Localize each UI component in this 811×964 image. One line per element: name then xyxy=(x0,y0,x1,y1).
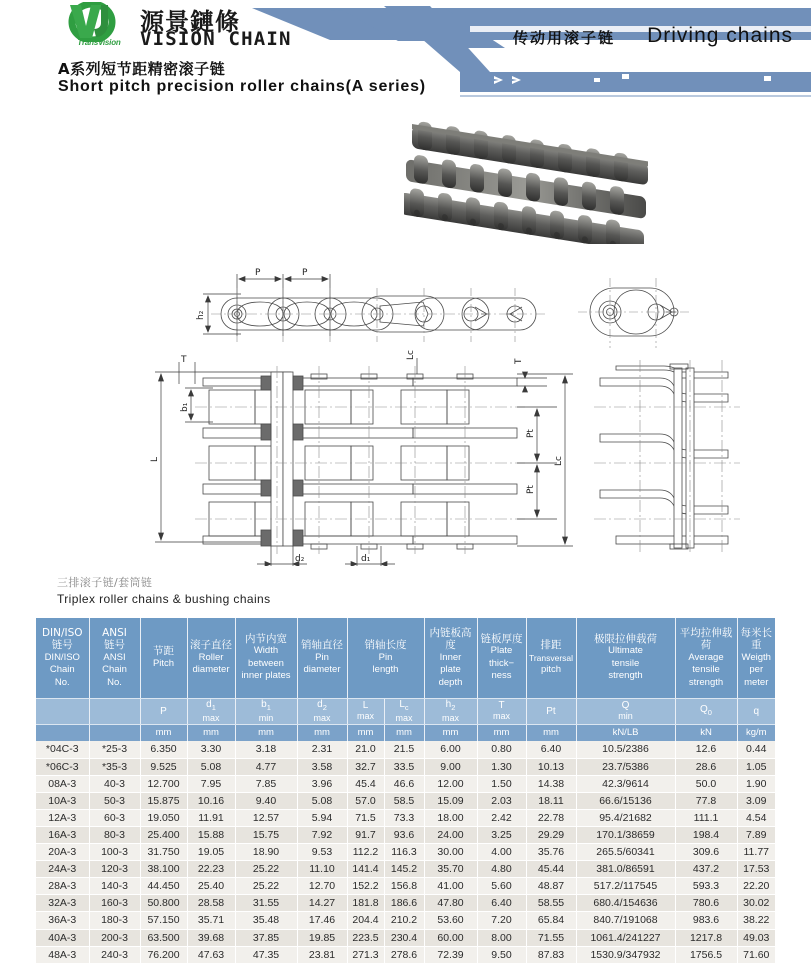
cell-ansi: 160-3 xyxy=(89,895,140,912)
sym-roller-diameter: $d_1$ max xyxy=(187,698,235,724)
cell-ansi: 100-3 xyxy=(89,844,140,861)
cell-roller-diameter: 22.23 xyxy=(187,861,235,878)
technical-drawings xyxy=(0,236,811,566)
table-row xyxy=(36,912,775,929)
cell-ultimate-tensile: 23.7/5386 xyxy=(576,758,675,775)
cell-inner-width: 25.22 xyxy=(235,878,297,895)
cell-ultimate-tensile: 66.6/15136 xyxy=(576,792,675,809)
table-row xyxy=(36,895,775,912)
col-head-average-tensile: 平均拉伸载荷 Average tensile strength xyxy=(675,618,737,698)
table-row xyxy=(36,741,775,758)
cell-din-iso: 24A-3 xyxy=(36,861,89,878)
sym-ultimate-tensile: Q min xyxy=(576,698,675,724)
cell-ultimate-tensile: 170.1/38659 xyxy=(576,826,675,843)
unit-pin-length-l: mm xyxy=(347,724,384,741)
cell-ansi: *25-3 xyxy=(89,741,140,758)
svg-text:h₂: h₂ xyxy=(196,310,206,320)
cell-inner-width: 4.77 xyxy=(235,758,297,775)
col-head-inner-plate-depth: 内链板高度 Inner plate depth xyxy=(424,618,477,698)
table-body xyxy=(36,741,775,963)
cell-pin-diameter: 14.27 xyxy=(297,895,347,912)
cell-inner-width: 7.85 xyxy=(235,775,297,792)
cell-inner-width: 35.48 xyxy=(235,912,297,929)
cell-weight: 11.77 xyxy=(737,844,775,861)
cell-inner-width: 12.57 xyxy=(235,809,297,826)
unit-ultimate-tensile: kN/LB xyxy=(576,724,675,741)
page-title-chinese: A系列短节距精密滚子链 xyxy=(58,60,226,78)
cell-pin-length-l: 91.7 xyxy=(347,826,384,843)
cell-ansi: 80-3 xyxy=(89,826,140,843)
col-head-pin-diameter: 销轴直径 Pin diameter xyxy=(297,618,347,698)
cell-pin-length-l: 152.2 xyxy=(347,878,384,895)
cell-pin-diameter: 5.08 xyxy=(297,792,347,809)
sym-weight: q xyxy=(737,698,775,724)
cell-roller-diameter: 5.08 xyxy=(187,758,235,775)
cell-average-tensile: 780.6 xyxy=(675,895,737,912)
sym-pin-length-l: L max xyxy=(347,698,384,724)
col-head-roller-diameter: 滚子直径 Roller diameter xyxy=(187,618,235,698)
cell-pin-length-lc: 278.6 xyxy=(384,946,424,963)
cell-weight: 22.20 xyxy=(737,878,775,895)
cell-pin-diameter: 23.81 xyxy=(297,946,347,963)
col-head-din-iso: DIN/ISO 链号 DIN/ISO Chain No. xyxy=(36,618,89,698)
cell-ultimate-tensile: 1530.9/347932 xyxy=(576,946,675,963)
cell-pin-length-l: 204.4 xyxy=(347,912,384,929)
cell-din-iso: 48A-3 xyxy=(36,946,89,963)
svg-text:Pt: Pt xyxy=(526,429,536,438)
sym-inner-width: $b_1$ min xyxy=(235,698,297,724)
cell-weight: 38.22 xyxy=(737,912,775,929)
cell-pin-length-lc: 230.4 xyxy=(384,929,424,946)
cell-pin-length-lc: 33.5 xyxy=(384,758,424,775)
table-section-label xyxy=(57,574,271,606)
cell-transversal-pitch: 35.76 xyxy=(526,844,576,861)
cell-pitch: 57.150 xyxy=(140,912,187,929)
cell-pin-length-lc: 93.6 xyxy=(384,826,424,843)
cell-average-tensile: 12.6 xyxy=(675,741,737,758)
sym-inner-plate-depth: $h_2$ max xyxy=(424,698,477,724)
cell-ansi: 240-3 xyxy=(89,946,140,963)
section-label-english: Triplex roller chains & bushing chains xyxy=(57,592,271,606)
cell-weight: 71.60 xyxy=(737,946,775,963)
cell-ansi: 180-3 xyxy=(89,912,140,929)
cell-transversal-pitch: 71.55 xyxy=(526,929,576,946)
cell-ansi: 120-3 xyxy=(89,861,140,878)
cell-weight: 17.53 xyxy=(737,861,775,878)
cell-average-tensile: 28.6 xyxy=(675,758,737,775)
cell-average-tensile: 309.6 xyxy=(675,844,737,861)
svg-text:Pt: Pt xyxy=(526,485,536,494)
unit-pitch: mm xyxy=(140,724,187,741)
cell-ultimate-tensile: 95.4/21682 xyxy=(576,809,675,826)
cell-inner-width: 47.35 xyxy=(235,946,297,963)
cell-inner-width: 3.18 xyxy=(235,741,297,758)
cell-pin-length-lc: 21.5 xyxy=(384,741,424,758)
cell-transversal-pitch: 65.84 xyxy=(526,912,576,929)
cell-roller-diameter: 19.05 xyxy=(187,844,235,861)
cell-roller-diameter: 11.91 xyxy=(187,809,235,826)
cell-transversal-pitch: 87.83 xyxy=(526,946,576,963)
cell-weight: 30.02 xyxy=(737,895,775,912)
cell-average-tensile: 1756.5 xyxy=(675,946,737,963)
cell-ultimate-tensile: 10.5/2386 xyxy=(576,741,675,758)
cell-din-iso: 40A-3 xyxy=(36,929,89,946)
cell-ultimate-tensile: 42.3/9614 xyxy=(576,775,675,792)
page-header xyxy=(0,0,811,110)
cell-pin-diameter: 5.94 xyxy=(297,809,347,826)
header-row-units xyxy=(36,724,775,741)
cell-ansi: 60-3 xyxy=(89,809,140,826)
cell-pitch: 31.750 xyxy=(140,844,187,861)
cell-plate-thickness: 5.60 xyxy=(477,878,526,895)
cell-weight: 49.03 xyxy=(737,929,775,946)
unit-plate-thickness: mm xyxy=(477,724,526,741)
logo-mark-icon xyxy=(64,2,120,42)
svg-text:b₁: b₁ xyxy=(180,402,190,412)
unit-inner-width: mm xyxy=(235,724,297,741)
cell-inner-plate-depth: 30.00 xyxy=(424,844,477,861)
cell-transversal-pitch: 45.44 xyxy=(526,861,576,878)
cell-ansi: *35-3 xyxy=(89,758,140,775)
cell-inner-plate-depth: 53.60 xyxy=(424,912,477,929)
cell-inner-width: 31.55 xyxy=(235,895,297,912)
table-header xyxy=(36,618,775,741)
cell-ansi: 200-3 xyxy=(89,929,140,946)
cell-plate-thickness: 7.20 xyxy=(477,912,526,929)
sym-average-tensile: $Q_0$ xyxy=(675,698,737,724)
cell-average-tensile: 50.0 xyxy=(675,775,737,792)
svg-text:P: P xyxy=(302,268,308,278)
cell-plate-thickness: 3.25 xyxy=(477,826,526,843)
cell-plate-thickness: 0.80 xyxy=(477,741,526,758)
cell-plate-thickness: 8.00 xyxy=(477,929,526,946)
cell-pin-length-l: 271.3 xyxy=(347,946,384,963)
cell-average-tensile: 437.2 xyxy=(675,861,737,878)
table-row xyxy=(36,792,775,809)
cell-pin-length-lc: 116.3 xyxy=(384,844,424,861)
col-head-ansi: ANSI 链号 ANSI Chain No. xyxy=(89,618,140,698)
cell-transversal-pitch: 22.78 xyxy=(526,809,576,826)
sym-pitch: P xyxy=(140,698,187,724)
cell-pin-length-l: 223.5 xyxy=(347,929,384,946)
cell-plate-thickness: 9.50 xyxy=(477,946,526,963)
table-row xyxy=(36,929,775,946)
cell-inner-plate-depth: 12.00 xyxy=(424,775,477,792)
chain-specification-table xyxy=(36,618,775,964)
cell-pitch: 50.800 xyxy=(140,895,187,912)
cell-weight: 7.89 xyxy=(737,826,775,843)
svg-text:d₂: d₂ xyxy=(295,554,305,564)
unit-pin-diameter: mm xyxy=(297,724,347,741)
cell-inner-plate-depth: 18.00 xyxy=(424,809,477,826)
cell-roller-diameter: 25.40 xyxy=(187,878,235,895)
cell-pitch: 63.500 xyxy=(140,929,187,946)
svg-text:Lc: Lc xyxy=(554,456,564,466)
cell-roller-diameter: 15.88 xyxy=(187,826,235,843)
cell-inner-width: 25.22 xyxy=(235,861,297,878)
cell-pin-diameter: 11.10 xyxy=(297,861,347,878)
sym-plate-thickness: T max xyxy=(477,698,526,724)
col-head-transversal-pitch: 排距 Transversal pitch xyxy=(526,618,576,698)
cell-average-tensile: 983.6 xyxy=(675,912,737,929)
cell-inner-width: 18.90 xyxy=(235,844,297,861)
cell-pitch: 15.875 xyxy=(140,792,187,809)
cell-inner-plate-depth: 60.00 xyxy=(424,929,477,946)
cell-transversal-pitch: 58.55 xyxy=(526,895,576,912)
cell-inner-plate-depth: 6.00 xyxy=(424,741,477,758)
cell-average-tensile: 111.1 xyxy=(675,809,737,826)
cell-plate-thickness: 4.80 xyxy=(477,861,526,878)
cell-din-iso: 12A-3 xyxy=(36,809,89,826)
cell-inner-width: 15.75 xyxy=(235,826,297,843)
cell-inner-plate-depth: 41.00 xyxy=(424,878,477,895)
cell-pin-diameter: 19.85 xyxy=(297,929,347,946)
svg-text:P: P xyxy=(255,268,261,278)
sym-din-iso xyxy=(36,698,89,724)
svg-text:T: T xyxy=(181,355,187,365)
cell-transversal-pitch: 48.87 xyxy=(526,878,576,895)
col-head-pitch: 节距 Pitch xyxy=(140,618,187,698)
cell-roller-diameter: 47.63 xyxy=(187,946,235,963)
cell-pin-diameter: 3.58 xyxy=(297,758,347,775)
cell-plate-thickness: 2.42 xyxy=(477,809,526,826)
cell-pin-length-lc: 145.2 xyxy=(384,861,424,878)
header-category-chinese: 传动用滚子链 xyxy=(512,29,615,47)
cell-ansi: 40-3 xyxy=(89,775,140,792)
cell-plate-thickness: 1.50 xyxy=(477,775,526,792)
cell-pitch: 6.350 xyxy=(140,741,187,758)
unit-average-tensile: kN xyxy=(675,724,737,741)
brand-name-chinese: 源景鏈條 xyxy=(140,8,240,36)
brand-name-english: VISION CHAIN xyxy=(140,28,292,50)
cell-inner-width: 37.85 xyxy=(235,929,297,946)
cell-pitch: 76.200 xyxy=(140,946,187,963)
cell-roller-diameter: 10.16 xyxy=(187,792,235,809)
unit-roller-diameter: mm xyxy=(187,724,235,741)
cell-average-tensile: 198.4 xyxy=(675,826,737,843)
svg-text:d₁: d₁ xyxy=(361,554,371,564)
cell-pitch: 19.050 xyxy=(140,809,187,826)
section-label-chinese: 三排滚子链/套筒链 xyxy=(57,576,153,589)
cell-pin-length-lc: 73.3 xyxy=(384,809,424,826)
cell-pin-length-l: 112.2 xyxy=(347,844,384,861)
cell-pin-length-l: 32.7 xyxy=(347,758,384,775)
cell-roller-diameter: 7.95 xyxy=(187,775,235,792)
cell-din-iso: *04C-3 xyxy=(36,741,89,758)
cell-din-iso: 10A-3 xyxy=(36,792,89,809)
col-head-plate-thickness: 链板厚度 Plate thick− ness xyxy=(477,618,526,698)
cell-pin-length-l: 45.4 xyxy=(347,775,384,792)
cell-din-iso: 16A-3 xyxy=(36,826,89,843)
cell-pin-length-l: 21.0 xyxy=(347,741,384,758)
svg-text:T: T xyxy=(514,358,524,364)
cell-ansi: 50-3 xyxy=(89,792,140,809)
table-row xyxy=(36,775,775,792)
logo-subtext: TransVision xyxy=(77,38,121,47)
cell-inner-plate-depth: 24.00 xyxy=(424,826,477,843)
cell-din-iso: 20A-3 xyxy=(36,844,89,861)
cell-plate-thickness: 1.30 xyxy=(477,758,526,775)
cell-average-tensile: 77.8 xyxy=(675,792,737,809)
table-row xyxy=(36,826,775,843)
cell-ultimate-tensile: 1061.4/241227 xyxy=(576,929,675,946)
cell-roller-diameter: 39.68 xyxy=(187,929,235,946)
cell-pin-length-l: 71.5 xyxy=(347,809,384,826)
col-head-pin-length: 销轴长度 Pin length xyxy=(347,618,424,698)
cell-ultimate-tensile: 265.5/60341 xyxy=(576,844,675,861)
cell-pin-length-l: 181.8 xyxy=(347,895,384,912)
cell-roller-diameter: 35.71 xyxy=(187,912,235,929)
cell-inner-plate-depth: 15.09 xyxy=(424,792,477,809)
cell-din-iso: 32A-3 xyxy=(36,895,89,912)
col-head-weight-per-meter: 每米长重 Weigth per meter xyxy=(737,618,775,698)
header-row-names xyxy=(36,618,775,698)
cell-transversal-pitch: 18.11 xyxy=(526,792,576,809)
cell-pitch: 12.700 xyxy=(140,775,187,792)
cell-average-tensile: 593.3 xyxy=(675,878,737,895)
cell-din-iso: 28A-3 xyxy=(36,878,89,895)
unit-inner-plate-depth: mm xyxy=(424,724,477,741)
cell-pitch: 44.450 xyxy=(140,878,187,895)
cell-pin-length-lc: 156.8 xyxy=(384,878,424,895)
cell-plate-thickness: 2.03 xyxy=(477,792,526,809)
cell-ultimate-tensile: 680.4/154636 xyxy=(576,895,675,912)
cell-pin-diameter: 3.96 xyxy=(297,775,347,792)
cell-weight: 1.90 xyxy=(737,775,775,792)
cell-pitch: 25.400 xyxy=(140,826,187,843)
cell-ansi: 140-3 xyxy=(89,878,140,895)
cell-weight: 3.09 xyxy=(737,792,775,809)
sym-pin-diameter: $d_2$ max xyxy=(297,698,347,724)
product-photo-triplex-chain xyxy=(404,112,688,244)
cell-plate-thickness: 4.00 xyxy=(477,844,526,861)
table-row xyxy=(36,844,775,861)
cell-din-iso: 36A-3 xyxy=(36,912,89,929)
table-row xyxy=(36,758,775,775)
cell-pin-length-lc: 58.5 xyxy=(384,792,424,809)
cell-transversal-pitch: 10.13 xyxy=(526,758,576,775)
cell-transversal-pitch: 14.38 xyxy=(526,775,576,792)
header-row-symbols xyxy=(36,698,775,724)
header-category-english: Driving chains xyxy=(647,24,793,47)
cell-average-tensile: 1217.8 xyxy=(675,929,737,946)
cell-ultimate-tensile: 381.0/86591 xyxy=(576,861,675,878)
cell-transversal-pitch: 29.29 xyxy=(526,826,576,843)
table-row xyxy=(36,809,775,826)
cell-din-iso: *06C-3 xyxy=(36,758,89,775)
svg-text:L: L xyxy=(150,456,160,462)
cell-pin-diameter: 12.70 xyxy=(297,878,347,895)
cell-weight: 4.54 xyxy=(737,809,775,826)
cell-transversal-pitch: 6.40 xyxy=(526,741,576,758)
cell-pin-length-l: 57.0 xyxy=(347,792,384,809)
cell-plate-thickness: 6.40 xyxy=(477,895,526,912)
table-row xyxy=(36,878,775,895)
table-row xyxy=(36,861,775,878)
cell-pin-length-lc: 210.2 xyxy=(384,912,424,929)
cell-weight: 0.44 xyxy=(737,741,775,758)
cell-pitch: 38.100 xyxy=(140,861,187,878)
cell-pin-diameter: 17.46 xyxy=(297,912,347,929)
unit-pin-length-lc: mm xyxy=(384,724,424,741)
cell-pin-length-l: 141.4 xyxy=(347,861,384,878)
cell-inner-plate-depth: 72.39 xyxy=(424,946,477,963)
table-row xyxy=(36,946,775,963)
unit-din-iso xyxy=(36,724,89,741)
cell-pin-diameter: 7.92 xyxy=(297,826,347,843)
cell-ultimate-tensile: 517.2/117545 xyxy=(576,878,675,895)
unit-weight: kg/m xyxy=(737,724,775,741)
svg-text:Lc: Lc xyxy=(406,350,416,360)
page-title-english: Short pitch precision roller chains(A series) xyxy=(58,78,426,95)
cell-roller-diameter: 3.30 xyxy=(187,741,235,758)
cell-inner-plate-depth: 47.80 xyxy=(424,895,477,912)
cell-inner-plate-depth: 35.70 xyxy=(424,861,477,878)
sym-transversal-pitch: Pt xyxy=(526,698,576,724)
sym-pin-length-lc: $L_c$ max xyxy=(384,698,424,724)
cell-din-iso: 08A-3 xyxy=(36,775,89,792)
cell-roller-diameter: 28.58 xyxy=(187,895,235,912)
cell-pin-length-lc: 46.6 xyxy=(384,775,424,792)
cell-weight: 1.05 xyxy=(737,758,775,775)
cell-pin-diameter: 2.31 xyxy=(297,741,347,758)
cell-inner-plate-depth: 9.00 xyxy=(424,758,477,775)
cell-pitch: 9.525 xyxy=(140,758,187,775)
unit-transversal-pitch: mm xyxy=(526,724,576,741)
cell-inner-width: 9.40 xyxy=(235,792,297,809)
unit-ansi xyxy=(89,724,140,741)
cell-pin-diameter: 9.53 xyxy=(297,844,347,861)
col-head-ultimate-tensile: 极限拉伸载荷 Ultimate tensile strength xyxy=(576,618,675,698)
col-head-inner-width: 内节内宽 Width between inner plates xyxy=(235,618,297,698)
cell-pin-length-lc: 186.6 xyxy=(384,895,424,912)
cell-ultimate-tensile: 840.7/191068 xyxy=(576,912,675,929)
sym-ansi xyxy=(89,698,140,724)
